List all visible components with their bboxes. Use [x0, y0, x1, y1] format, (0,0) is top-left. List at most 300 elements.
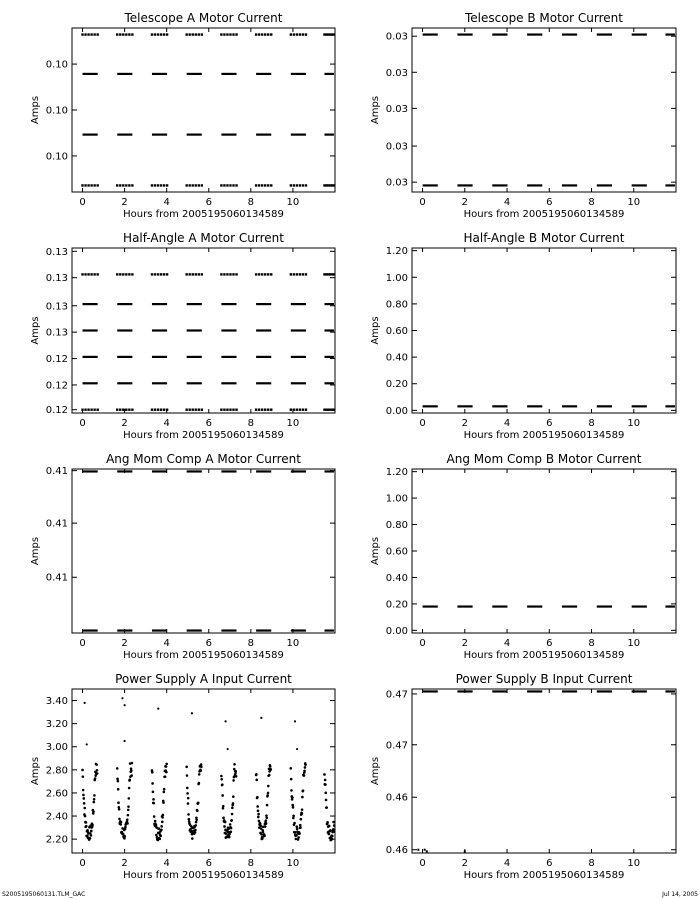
x-tick-label: 8 [588, 418, 595, 429]
y-tick-label: 1.20 [385, 467, 408, 479]
data-point [296, 748, 298, 750]
data-point [257, 813, 260, 816]
data-point [122, 33, 124, 35]
data-point [297, 836, 300, 839]
data-point [235, 775, 238, 778]
data-point [255, 184, 257, 186]
data-point [93, 184, 95, 186]
x-tick-label: 8 [247, 418, 255, 429]
y-tick-label: 0.12 [45, 354, 68, 366]
data-point [196, 809, 199, 812]
data-point [267, 33, 269, 35]
data-point [304, 763, 307, 766]
data-point [93, 409, 95, 411]
y-tick-label: 0.10 [45, 59, 68, 71]
y-tick-label: 0.03 [385, 67, 408, 79]
x-tick-label: 10 [627, 197, 641, 208]
data-point [222, 817, 225, 820]
data-point [290, 273, 292, 275]
data-point [157, 409, 159, 411]
x-tick-label: 4 [503, 858, 511, 869]
data-point [261, 273, 263, 275]
data-point [220, 184, 222, 186]
x-tick-label: 4 [163, 418, 170, 429]
data-point [305, 273, 307, 275]
x-tick-label: 4 [163, 638, 170, 649]
data-point [200, 765, 203, 768]
y-axis-label: Amps [30, 316, 41, 345]
data-point [464, 850, 466, 852]
data-point [333, 830, 336, 833]
data-point [260, 825, 263, 828]
x-tick-label: 0 [419, 638, 426, 649]
data-point [234, 770, 237, 773]
data-point [328, 833, 331, 836]
y-tick-label: 1.00 [385, 272, 408, 284]
data-point [187, 813, 190, 816]
data-point [160, 829, 163, 832]
y-tick-label: 0.13 [45, 273, 68, 285]
data-point [333, 273, 335, 275]
data-point [84, 273, 86, 275]
data-point [185, 766, 188, 769]
data-point [294, 720, 296, 722]
chart-title: Telescope B Motor Current [464, 11, 624, 25]
data-point [90, 834, 93, 837]
data-point [81, 33, 83, 35]
plot-frame [72, 689, 335, 853]
data-point [166, 33, 168, 35]
data-point [426, 850, 428, 852]
data-point [94, 774, 97, 777]
data-point [188, 818, 191, 821]
data-point [264, 273, 266, 275]
x-tick-label: 2 [461, 638, 468, 649]
y-tick-label: 0.20 [385, 599, 408, 611]
data-point [157, 184, 159, 186]
data-point [198, 409, 200, 411]
data-point [151, 184, 153, 186]
y-tick-label: 0.80 [385, 299, 408, 311]
data-point [128, 273, 130, 275]
data-point [195, 819, 198, 822]
data-point [151, 273, 153, 275]
data-point [221, 794, 224, 797]
y-tick-label: 0.20 [385, 379, 408, 391]
data-point [160, 184, 162, 186]
data-point [122, 273, 124, 275]
data-point [290, 767, 293, 770]
data-point [90, 273, 92, 275]
data-point [235, 409, 237, 411]
data-point [290, 778, 293, 781]
data-point [295, 825, 298, 828]
data-point [93, 801, 96, 804]
data-point [187, 797, 190, 800]
data-point [126, 818, 129, 821]
data-point [265, 822, 268, 825]
data-point [199, 769, 202, 772]
data-point [160, 825, 163, 828]
y-tick-label: 0.03 [385, 103, 408, 115]
data-point [258, 273, 260, 275]
chart-title: Power Supply B Input Current [455, 672, 633, 686]
footer-date: Jul 14, 2005 [662, 891, 698, 898]
data-point [116, 33, 118, 35]
data-point [290, 33, 292, 35]
data-point [96, 273, 98, 275]
x-tick-label: 4 [163, 858, 170, 869]
data-point [96, 184, 98, 186]
data-point [290, 789, 293, 792]
data-point [122, 409, 124, 411]
data-point [131, 33, 133, 35]
data-point [81, 769, 84, 772]
data-point [328, 825, 331, 828]
data-point [220, 409, 222, 411]
y-tick-label: 0.47 [385, 689, 408, 701]
y-tick-label: 0.46 [385, 792, 408, 804]
x-tick-label: 4 [503, 197, 511, 208]
data-point [93, 33, 95, 35]
data-point [153, 815, 156, 818]
data-point [264, 184, 266, 186]
data-point [158, 838, 161, 841]
data-point [198, 273, 200, 275]
data-point [303, 769, 306, 772]
data-point [86, 743, 88, 745]
data-point [158, 827, 161, 830]
data-point [163, 409, 165, 411]
plot-frame [72, 28, 335, 192]
x-tick-label: 2 [461, 858, 468, 869]
data-point [82, 775, 85, 778]
data-point [333, 409, 335, 411]
x-tick-label: 2 [121, 418, 128, 429]
data-point [161, 821, 164, 824]
data-point [258, 33, 260, 35]
x-tick-label: 10 [286, 638, 300, 649]
data-point [192, 409, 194, 411]
data-point [198, 33, 200, 35]
x-tick-label: 10 [627, 858, 641, 869]
x-tick-label: 8 [588, 197, 595, 208]
x-axis-label: Hours from 2005195060134589 [123, 870, 284, 881]
data-point [220, 775, 223, 778]
data-point [154, 820, 157, 823]
data-point [123, 835, 126, 838]
data-point [298, 832, 301, 835]
data-point [191, 837, 194, 840]
data-point [84, 702, 86, 704]
x-tick-label: 0 [79, 638, 86, 649]
data-point [93, 273, 95, 275]
data-point [83, 802, 86, 805]
data-point [131, 273, 133, 275]
data-point [224, 720, 226, 722]
data-point [119, 184, 121, 186]
x-tick-label: 0 [79, 418, 86, 429]
x-tick-label: 4 [503, 418, 511, 429]
data-point [266, 794, 269, 797]
data-point [227, 748, 229, 750]
data-point [159, 835, 162, 838]
data-point [258, 409, 260, 411]
y-tick-label: 0.60 [385, 546, 408, 558]
data-point [163, 33, 165, 35]
data-point [295, 838, 298, 841]
data-point [220, 273, 222, 275]
data-point [117, 780, 120, 783]
data-point [124, 740, 126, 742]
data-point [160, 409, 162, 411]
plot-frame [412, 469, 676, 633]
y-tick-label: 0.10 [45, 151, 68, 163]
data-point [198, 782, 201, 785]
y-axis-label: Amps [370, 316, 381, 345]
data-point [82, 794, 85, 797]
x-tick-label: 4 [503, 638, 511, 649]
x-tick-label: 10 [286, 418, 300, 429]
data-point [155, 824, 158, 827]
x-tick-label: 6 [205, 638, 212, 649]
data-point [301, 796, 304, 799]
data-point [221, 783, 224, 786]
data-point [262, 831, 265, 834]
data-point [128, 797, 131, 800]
y-tick-label: 0.40 [385, 572, 408, 584]
data-point [424, 849, 426, 851]
data-point [188, 273, 190, 275]
data-point [121, 697, 123, 699]
data-point [96, 409, 98, 411]
x-tick-label: 2 [121, 638, 128, 649]
data-point [261, 33, 263, 35]
data-point [293, 184, 295, 186]
x-axis-label: Hours from 2005195060134589 [123, 650, 284, 661]
x-axis-label: Hours from 2005195060134589 [123, 209, 284, 220]
data-point [229, 409, 231, 411]
x-tick-label: 8 [247, 858, 255, 869]
chart-title: Power Supply A Input Current [115, 672, 292, 686]
y-tick-label: 0.41 [45, 466, 68, 478]
y-tick-label: 3.20 [45, 719, 68, 731]
data-point [235, 33, 237, 35]
data-point [229, 33, 231, 35]
data-point [266, 804, 269, 807]
data-point [324, 792, 327, 795]
data-point [116, 778, 119, 781]
data-point [161, 816, 164, 819]
x-tick-label: 4 [163, 197, 170, 208]
data-point [119, 273, 121, 275]
data-point [292, 815, 295, 818]
data-point [128, 787, 131, 790]
plot-frame [412, 28, 676, 192]
data-point [260, 833, 263, 836]
data-point [257, 816, 260, 819]
data-point [223, 33, 225, 35]
data-point [255, 773, 258, 776]
data-point [223, 409, 225, 411]
y-tick-label: 0.46 [385, 845, 408, 857]
data-point [264, 409, 266, 411]
data-point [295, 834, 298, 837]
data-point [256, 805, 259, 808]
data-point [165, 763, 168, 766]
data-point [293, 409, 295, 411]
data-point [91, 824, 94, 827]
data-point [185, 409, 187, 411]
data-point [153, 802, 156, 805]
x-tick-label: 8 [588, 638, 595, 649]
data-point [258, 184, 260, 186]
data-point [119, 823, 122, 826]
plot-frame [412, 689, 676, 853]
x-tick-label: 6 [205, 858, 212, 869]
data-point [302, 273, 304, 275]
data-point [85, 821, 88, 824]
data-point [270, 273, 272, 275]
data-point [296, 273, 298, 275]
x-tick-label: 2 [461, 418, 468, 429]
y-tick-label: 2.40 [45, 811, 68, 823]
data-point [185, 33, 187, 35]
x-tick-label: 8 [247, 197, 255, 208]
x-tick-label: 10 [286, 858, 300, 869]
data-point [195, 273, 197, 275]
y-tick-label: 0.03 [385, 31, 408, 43]
data-point [292, 806, 295, 809]
data-point [332, 821, 335, 824]
x-tick-label: 0 [79, 858, 86, 869]
y-tick-label: 1.20 [385, 246, 408, 258]
data-point [188, 184, 190, 186]
data-point [201, 184, 203, 186]
data-point [163, 788, 166, 791]
data-point [305, 33, 307, 35]
y-axis-label: Amps [30, 536, 41, 566]
data-point [84, 815, 87, 818]
data-point [293, 33, 295, 35]
data-point [201, 273, 203, 275]
data-point [299, 409, 301, 411]
data-point [226, 33, 228, 35]
y-tick-label: 0.41 [45, 572, 68, 584]
data-point [151, 409, 153, 411]
y-tick-label: 0.03 [385, 177, 408, 189]
data-point [117, 788, 120, 791]
data-point [125, 184, 127, 186]
x-tick-label: 6 [205, 418, 212, 429]
data-point [291, 796, 294, 799]
data-point [270, 768, 273, 771]
data-point [299, 184, 301, 186]
data-point [166, 273, 168, 275]
data-point [87, 33, 89, 35]
data-point [222, 805, 225, 808]
data-point [152, 791, 155, 794]
data-point [90, 33, 92, 35]
data-point [299, 33, 301, 35]
data-point [305, 409, 307, 411]
data-point [223, 184, 225, 186]
data-point [265, 819, 268, 822]
x-tick-label: 2 [121, 858, 128, 869]
data-point [303, 774, 306, 777]
x-tick-label: 6 [546, 638, 553, 649]
data-point [197, 801, 200, 804]
data-point [267, 792, 270, 795]
y-tick-label: 0.12 [45, 405, 68, 417]
data-point [125, 273, 127, 275]
y-tick-label: 0.60 [385, 326, 408, 337]
data-point [92, 810, 95, 813]
data-point [329, 829, 332, 832]
data-point [232, 802, 235, 805]
data-point [194, 824, 197, 827]
data-point [128, 409, 130, 411]
data-point [93, 798, 96, 801]
data-point [82, 797, 85, 800]
x-axis-label: Hours from 2005195060134589 [463, 870, 625, 881]
data-point [124, 826, 127, 829]
data-point [87, 409, 89, 411]
data-point [301, 808, 304, 811]
data-point [332, 828, 335, 831]
data-point [270, 33, 272, 35]
data-point [269, 765, 272, 768]
data-point [228, 836, 231, 839]
data-point [232, 779, 235, 782]
data-point [192, 184, 194, 186]
data-point [229, 831, 232, 834]
data-point [267, 409, 269, 411]
y-tick-label: 0.47 [385, 740, 408, 752]
y-tick-label: 0.80 [385, 520, 408, 532]
data-point [131, 184, 133, 186]
data-point [162, 801, 165, 804]
data-point [130, 774, 133, 777]
data-point [166, 409, 168, 411]
x-axis-label: Hours from 2005195060134589 [463, 650, 625, 661]
y-tick-label: 0.13 [45, 246, 68, 258]
data-point [229, 273, 231, 275]
x-axis-label: Hours from 2005195060134589 [123, 430, 284, 441]
data-point [264, 33, 266, 35]
data-point [261, 837, 264, 840]
data-point [127, 814, 130, 817]
data-point [95, 763, 98, 766]
x-tick-label: 0 [419, 418, 426, 429]
data-point [127, 805, 130, 808]
data-point [417, 849, 419, 851]
data-point [84, 184, 86, 186]
data-point [232, 33, 234, 35]
data-point [96, 33, 98, 35]
y-tick-label: 0.41 [45, 518, 68, 530]
data-point [87, 273, 89, 275]
data-point [305, 184, 307, 186]
data-point [195, 821, 198, 824]
y-tick-label: 2.20 [45, 834, 68, 846]
data-point [165, 765, 168, 768]
data-point [230, 819, 233, 822]
data-point [291, 804, 294, 807]
data-point [302, 184, 304, 186]
data-point [225, 832, 228, 835]
data-point [116, 409, 118, 411]
